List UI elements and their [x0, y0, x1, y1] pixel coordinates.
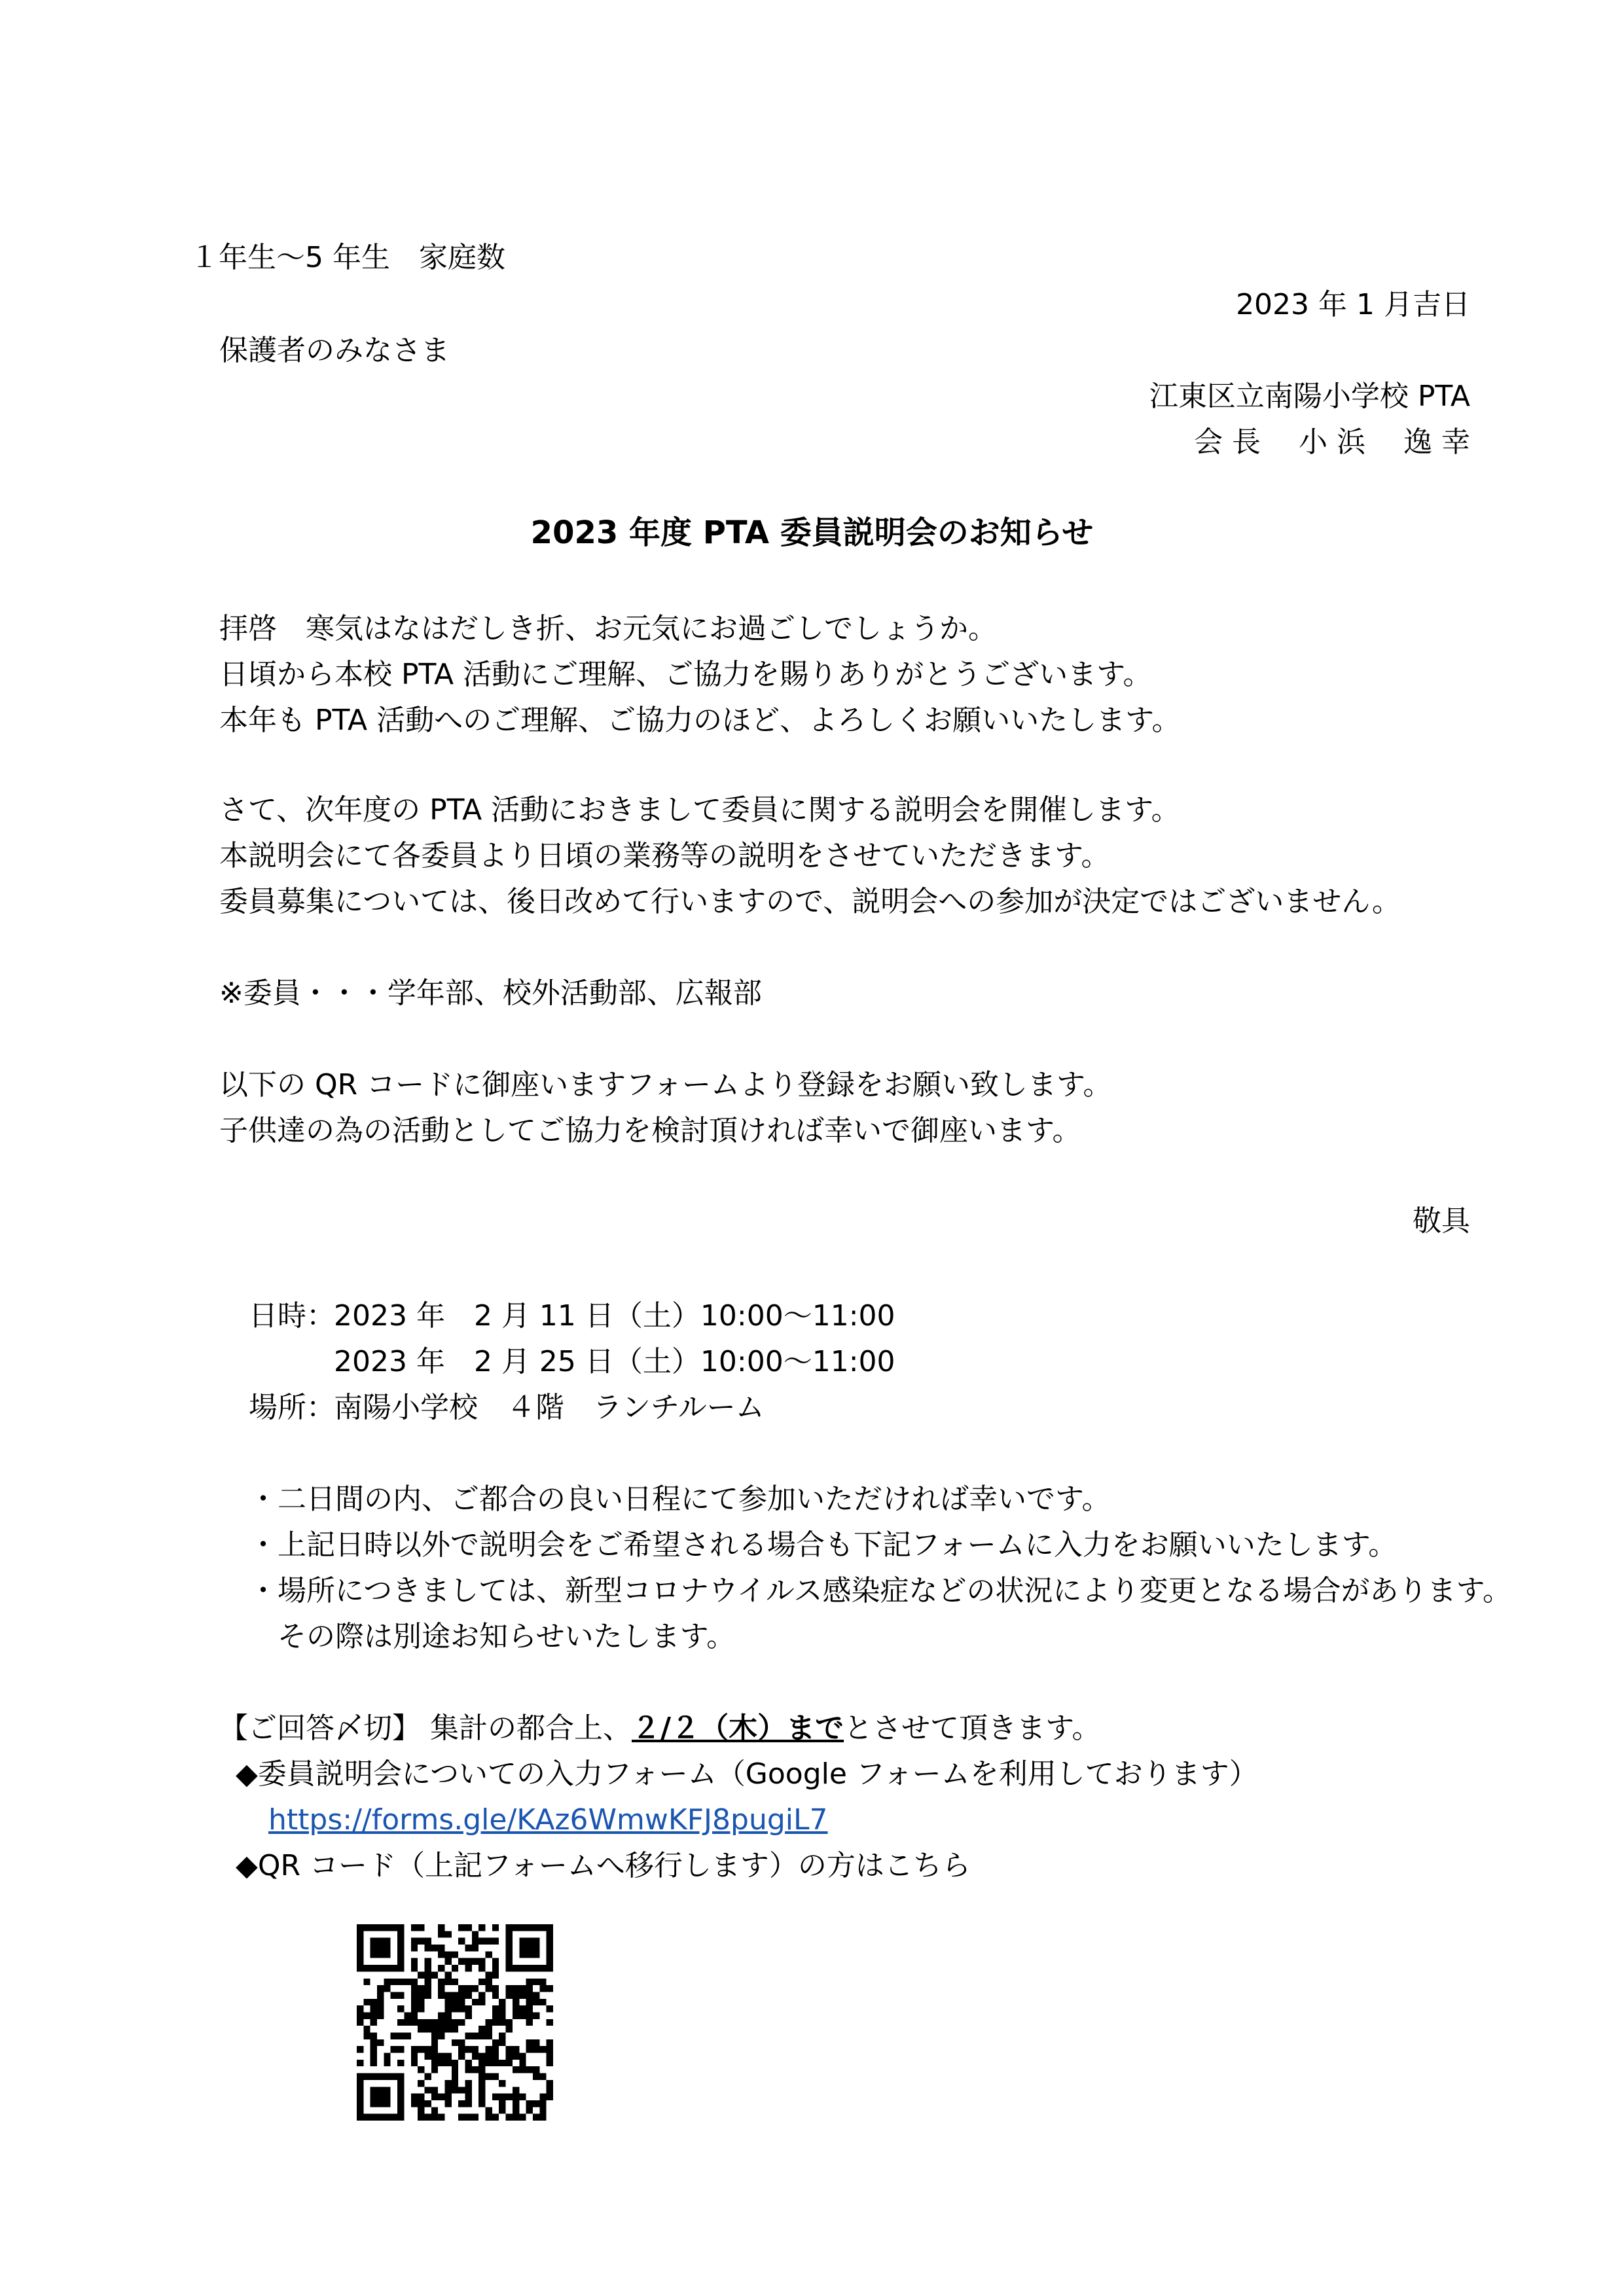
president-name: 会 長 小 浜 逸 幸 — [1194, 425, 1470, 459]
organization-name: 江東区立南陽小学校 PTA — [1149, 380, 1470, 413]
deadline-suffix: とさせて頂きます。 — [844, 1712, 1101, 1745]
deadline-date: ２/２（木）まで — [632, 1712, 844, 1745]
schedule-place-label: 場所： — [249, 1391, 335, 1424]
form-label: ◆委員説明会についての入力フォーム（Google フォームを利用しております） — [236, 1757, 1258, 1791]
greeting-line: 日頃から本校 PTA 活動にご理解、ご協力を賜りありがとうございます。 — [219, 658, 1152, 691]
schedule-place: 南陽小学校 ４階 ランチルーム — [334, 1391, 765, 1424]
bullet-item: その際は別途お知らせいたします。 — [249, 1620, 736, 1653]
closing-word: 敬具 — [1413, 1204, 1470, 1238]
addressee: 保護者のみなさま — [219, 334, 450, 367]
bullet-item: ・上記日時以外で説明会をご希望される場合も下記フォームに入力をお願いいたします。 — [249, 1528, 1398, 1562]
committee-note: ※委員・・・学年部、校外活動部、広報部 — [219, 977, 762, 1010]
schedule-date-1: 2023 年 2 月 11 日（土）10:00～11:00 — [334, 1299, 895, 1333]
deadline-prefix: 集計の都合上、 — [430, 1712, 632, 1745]
body-line: 本説明会にて各委員より日頃の業務等の説明をさせていただきます。 — [219, 839, 1110, 872]
issue-date: 2023 年 1 月吉日 — [1236, 288, 1470, 321]
bullet-item: ・二日間の内、ご都合の良い日程にて参加いただければ幸いです。 — [249, 1482, 1111, 1516]
bullet-item: ・場所につきましては、新型コロナウイルス感染症などの状況により変更となる場合があります。 — [249, 1574, 1511, 1607]
greeting-line: 拝啓 寒気はなはだしき折、お元気にお過ごしでしょうか。 — [219, 612, 997, 645]
greeting-line: 本年も PTA 活動へのご理解、ご協力のほど、よろしくお願いいたします。 — [219, 704, 1181, 737]
body-line: 委員募集については、後日改めて行いますので、説明会への参加が決定ではございません。 — [219, 885, 1401, 918]
schedule-date-label: 日時： — [249, 1299, 335, 1333]
deadline-label: 【ご回答〆切】 — [219, 1712, 421, 1745]
qr-label: ◆QR コード（上記フォームへ移行します）の方はこちら — [236, 1849, 971, 1882]
request-line: 以下の QR コードに御座いますフォームより登録をお願い致します。 — [219, 1068, 1112, 1102]
schedule-date-2: 2023 年 2 月 25 日（土）10:00～11:00 — [334, 1345, 895, 1378]
deadline-line — [219, 1712, 1101, 1746]
audience-grade: １年生～5 年生 家庭数 — [190, 241, 505, 274]
body-line: さて、次年度の PTA 活動におきまして委員に関する説明会を開催します。 — [219, 793, 1180, 827]
form-link[interactable]: https://forms.gle/KAz6WmwKFJ8pugiL7 — [268, 1803, 828, 1837]
qr-code[interactable] — [357, 1924, 553, 2121]
request-line: 子供達の為の活動としてご協力を検討頂ければ幸いで御座います。 — [219, 1114, 1081, 1147]
page-title: 2023 年度 PTA 委員説明会のお知らせ — [530, 514, 1094, 551]
